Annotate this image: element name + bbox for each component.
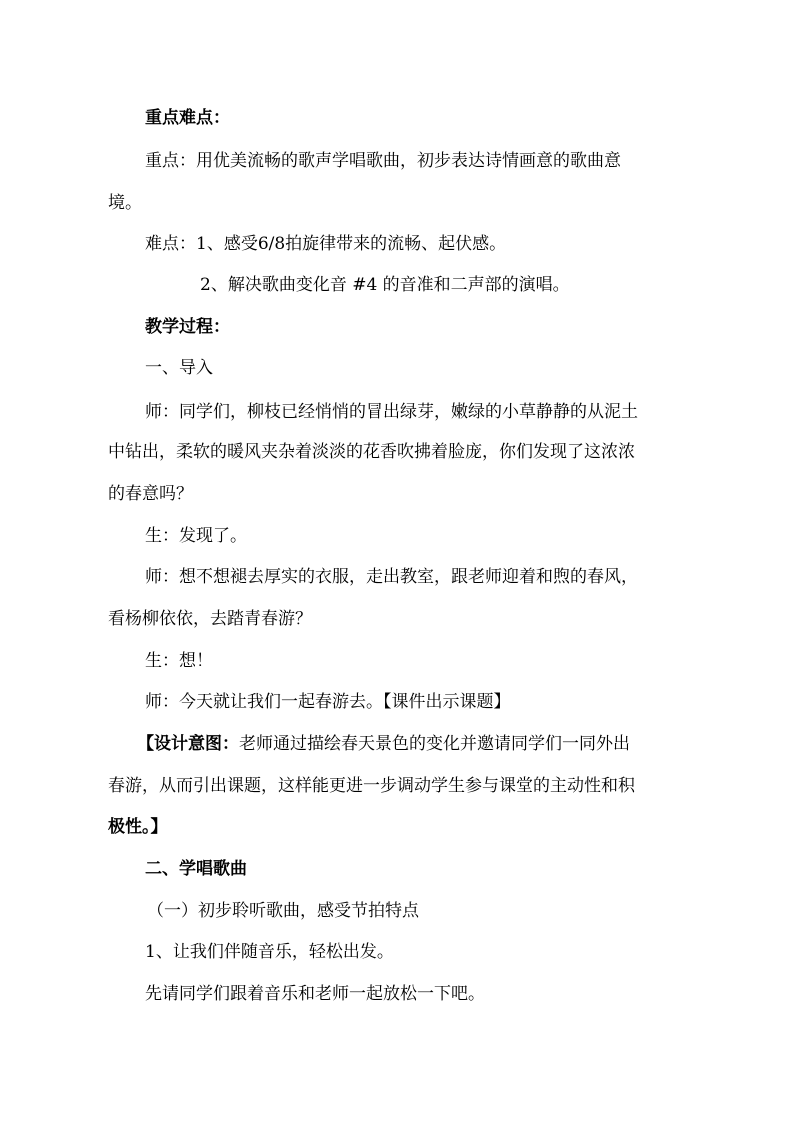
key-point-paragraph: 重点：用优美流畅的歌声学唱歌曲，初步表达诗情画意的歌曲意 <box>145 151 621 171</box>
student-line-1: 生：发现了。 <box>145 526 247 546</box>
design-intent-paragraph <box>137 733 630 755</box>
teacher-line-1-end: 的春意吗？ <box>108 484 193 504</box>
key-point-paragraph-continued: 境。 <box>108 193 142 213</box>
student-line-2: 生：想！ <box>145 651 213 671</box>
step-1-heading: 1、让我们伴随音乐，轻松出发。 <box>145 942 394 962</box>
heading-key-points: 重点难点： <box>145 108 230 128</box>
teacher-line-3: 师：今天就让我们一起春游去。【课件出示课题】 <box>145 692 511 712</box>
teacher-line-1: 师：同学们，柳枝已经悄悄的冒出绿芽，嫩绿的小草静静的从泥土 <box>145 402 638 422</box>
heading-teaching-process: 教学过程： <box>145 317 230 337</box>
difficulty-item-1: 难点：1、感受6/8拍旋律带来的流畅、起伏感。 <box>145 234 507 254</box>
section-learn-song-heading: 二、学唱歌曲 <box>145 859 247 879</box>
step-1-text: 先请同学们跟着音乐和老师一起放松一下吧。 <box>145 984 485 1004</box>
design-intent-end: 极性。】 <box>108 817 168 837</box>
section-intro-heading: 一、导入 <box>145 358 213 378</box>
design-intent-text: 老师通过描绘春天景色的变化并邀请同学们一同外出 <box>239 734 630 754</box>
difficulty-item-2: 2、解决歌曲变化音 #4 的音准和二声部的演唱。 <box>200 275 570 295</box>
teacher-line-1-continued: 中钻出，柔软的暖风夹杂着淡淡的花香吹拂着脸庞，你们发现了这浓浓 <box>108 442 635 462</box>
design-intent-continued: 春游，从而引出课题，这样能更进一步调动学生参与课堂的主动性和积 <box>108 776 635 796</box>
teacher-line-2: 师：想不想褪去厚实的衣服，走出教室，跟老师迎着和煦的春风， <box>145 567 638 587</box>
design-intent-label: 【设计意图： <box>137 734 239 754</box>
teacher-line-2-continued: 看杨柳依依，去踏青春游？ <box>108 609 312 629</box>
subsection-listen-heading: （一）初步聆听歌曲，感受节拍特点 <box>147 901 419 921</box>
